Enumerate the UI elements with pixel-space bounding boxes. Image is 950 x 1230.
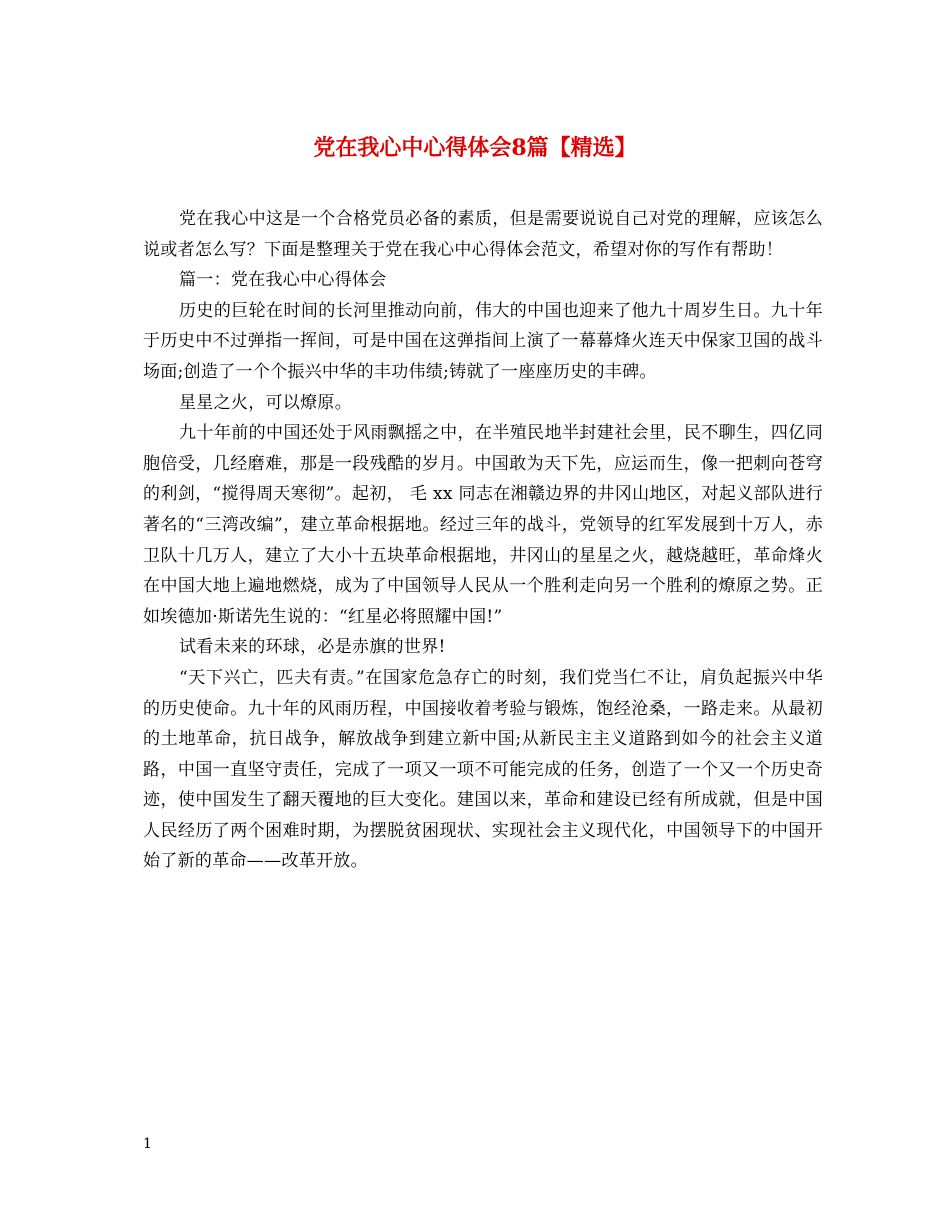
document-title: 党在我心中心得体会8篇【精选】 xyxy=(313,135,637,161)
body-paragraph: 星星之火，可以燎原。 xyxy=(179,392,352,413)
document-body xyxy=(143,204,823,877)
body-paragraph: 试看未来的环球，必是赤旗的世界! xyxy=(179,637,446,658)
intro-paragraph: 党在我心中这是一个合格党员必备的素质，但是需要说说自己对党的理解，应该怎么说或者怎么写？下面是整理关于党在我心中心得体会范文，希望对你的写作有帮助！ xyxy=(143,209,823,260)
body-paragraph: 历史的巨轮在时间的长河里推动向前，伟大的中国也迎来了他九十周岁生日。九十年于历史中不过弹指一挥间，可是中国在这弹指间上演了一幕幕烽火连天中保家卫国的战斗场面;创造了一个个振兴中华的丰功伟绩;铸就了一座座历史的丰碑。 xyxy=(143,300,823,382)
page-number: 1 xyxy=(143,1136,152,1152)
section-heading-1: 篇一：党在我心中心得体会 xyxy=(179,270,387,291)
body-paragraph: 九十年前的中国还处于风雨飘摇之中，在半殖民地半封建社会里，民不聊生，四亿同胞倍受，几经磨难，那是一段残酷的岁月。中国敢为天下先，应运而生，像一把刺向苍穹的利剑，“搅得周天寒彻”。起初， 毛 xx 同志在湘赣边界的井冈山地区，对起义部队进行著名的“三湾改编”，建立革命根据地。经过三年的战斗，党领导的红军发展到十万人，赤卫队十几万人，建立了大小十五块革命根据地，井冈山的星星之火，越烧越旺，革命烽火在中国大地上遍地燃烧，成为了中国领导人民从一个胜利走向另一个胜利的燎原之势。正如埃德加·斯诺先生说的：“红星必将照耀中国!” xyxy=(143,423,823,627)
body-paragraph: “天下兴亡，匹夫有责。”在国家危急存亡的时刻，我们党当仁不让，肩负起振兴中华的历史使命。九十年的风雨历程，中国接收着考验与锻炼，饱经沧桑，一路走来。从最初的土地革命，抗日战争，解放战争到建立新中国;从新民主主义道路到如今的社会主义道路，中国一直坚守责任，完成了一项又一项不可能完成的任务，创造了一个又一个历史奇迹，使中国发生了翻天覆地的巨大变化。建国以来，革命和建设已经有所成就，但是中国人民经历了两个困难时期，为摆脱贫困现状、实现社会主义现代化，中国领导下的中国开始了新的革命——改革开放。 xyxy=(143,667,823,872)
